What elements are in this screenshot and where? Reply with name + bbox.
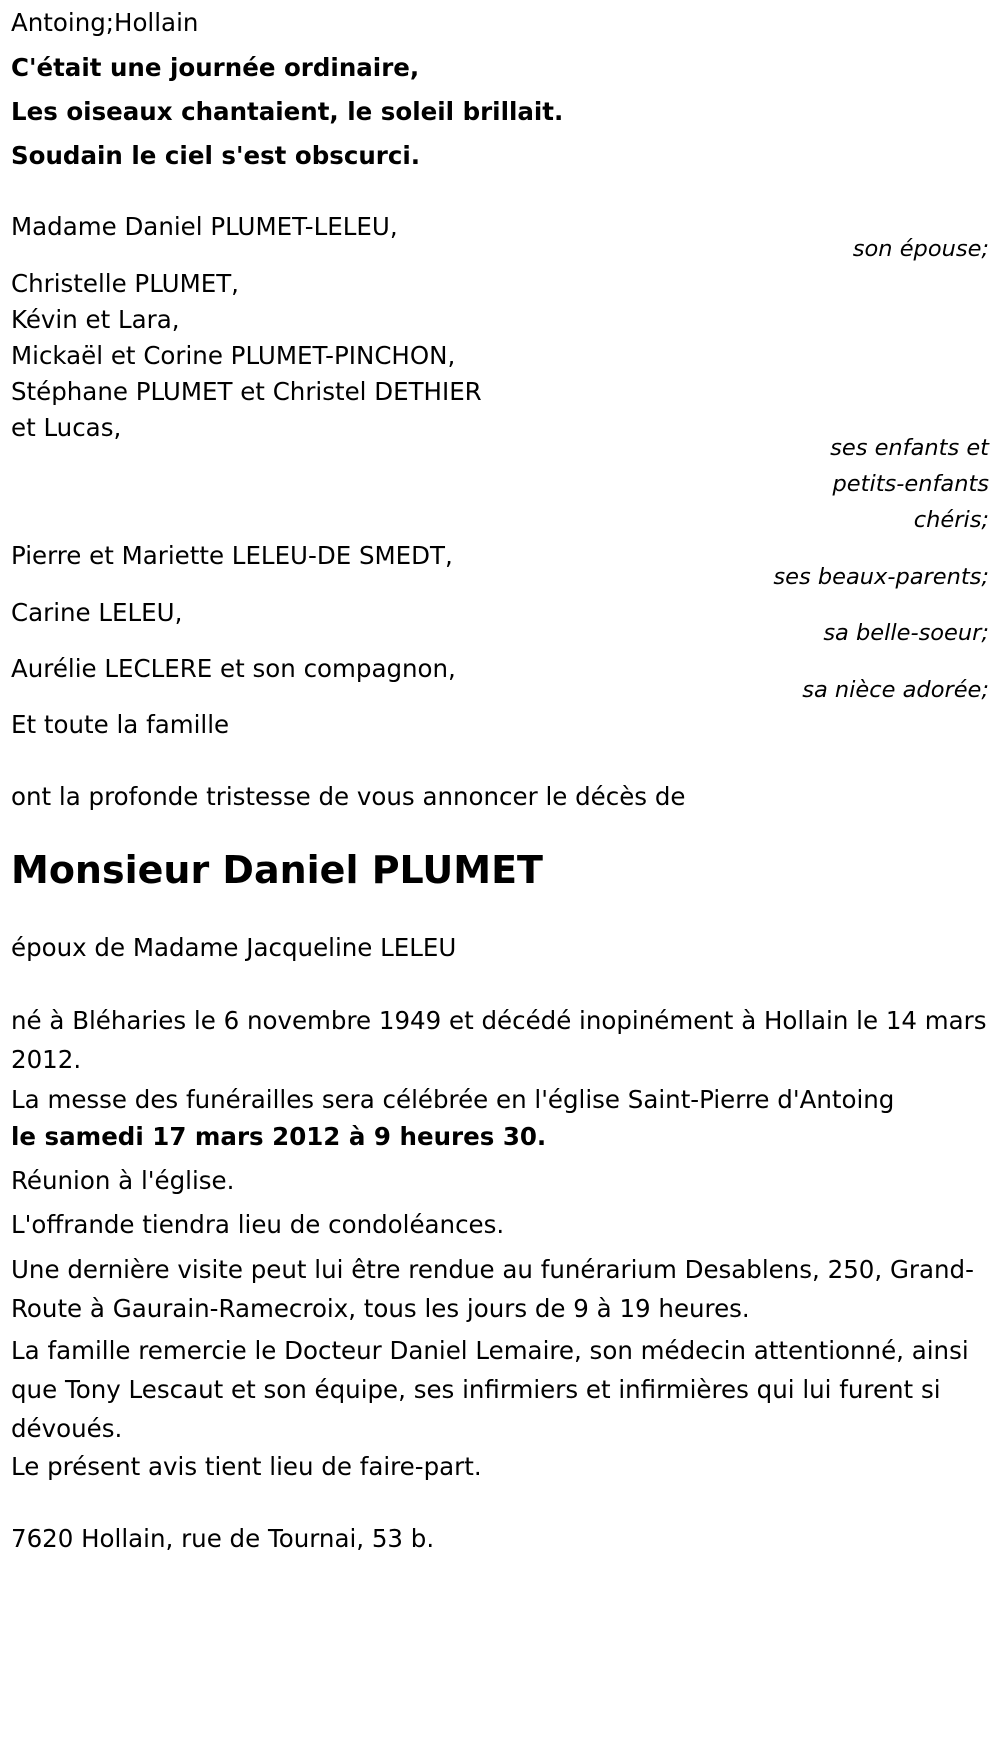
- thanks-paragraph: La famille remercie le Docteur Daniel Lemaire, son médecin attentionné, ainsi que Tony Lescaut et son équipe, ses infirmiers et infirmières qui lui furent si dévoués.: [11, 1336, 969, 1443]
- spouse-name: Madame Daniel PLUMET-LELEU,: [11, 212, 398, 241]
- sister-in-law-name: Carine LELEU,: [11, 598, 183, 627]
- child-line-5: et Lucas,: [11, 413, 122, 442]
- niece-name: Aurélie LECLERE et son compagnon,: [11, 654, 456, 683]
- mass-text: La messe des funérailles sera célébrée en l'église Saint-Pierre d'Antoing: [11, 1085, 895, 1114]
- address-line: 7620 Hollain, rue de Tournai, 53 b.: [11, 1524, 435, 1553]
- children-role-line-1: ses enfants et: [830, 435, 989, 461]
- poem-line-3: Soudain le ciel s'est obscurci.: [11, 141, 421, 170]
- sister-in-law-role: sa belle-soeur;: [823, 620, 989, 646]
- in-laws-name: Pierre et Mariette LELEU-DE SMEDT,: [11, 541, 453, 570]
- in-laws-role: ses beaux-parents;: [773, 564, 989, 590]
- child-line-2: Kévin et Lara,: [11, 305, 180, 334]
- niece-role: sa nièce adorée;: [802, 677, 989, 703]
- child-line-3: Mickaël et Corine PLUMET-PINCHON,: [11, 341, 456, 370]
- notice-line: Le présent avis tient lieu de faire-part.: [11, 1452, 482, 1481]
- all-family-line: Et toute la famille: [11, 710, 230, 739]
- spouse-of-line: époux de Madame Jacqueline LELEU: [11, 933, 457, 962]
- spouse-role: son épouse;: [852, 236, 989, 262]
- mass-date: le samedi 17 mars 2012 à 9 heures 30.: [11, 1122, 547, 1151]
- meeting-line: Réunion à l'église.: [11, 1166, 235, 1195]
- offering-line: L'offrande tiendra lieu de condoléances.: [11, 1210, 505, 1239]
- location-line: Antoing;Hollain: [11, 8, 199, 37]
- child-line-4: Stéphane PLUMET et Christel DETHIER: [11, 377, 482, 406]
- poem-line-2: Les oiseaux chantaient, le soleil brillait.: [11, 97, 564, 126]
- child-line-1: Christelle PLUMET,: [11, 269, 239, 298]
- deceased-name: Monsieur Daniel PLUMET: [11, 848, 543, 892]
- visit-paragraph: Une dernière visite peut lui être rendue au funérarium Desablens, 250, Grand-Route à Gaurain-Ramecroix, tous les jours de 9 à 19 heures.: [11, 1255, 974, 1323]
- announcement-line: ont la profonde tristesse de vous annoncer le décès de: [11, 782, 686, 811]
- poem-line-1: C'était une journée ordinaire,: [11, 53, 420, 82]
- children-role-line-3: chéris;: [913, 507, 989, 533]
- birth-death-paragraph: né à Bléharies le 6 novembre 1949 et décédé inopinément à Hollain le 14 mars 2012.: [11, 1006, 987, 1074]
- children-role-line-2: petits-enfants: [832, 471, 989, 497]
